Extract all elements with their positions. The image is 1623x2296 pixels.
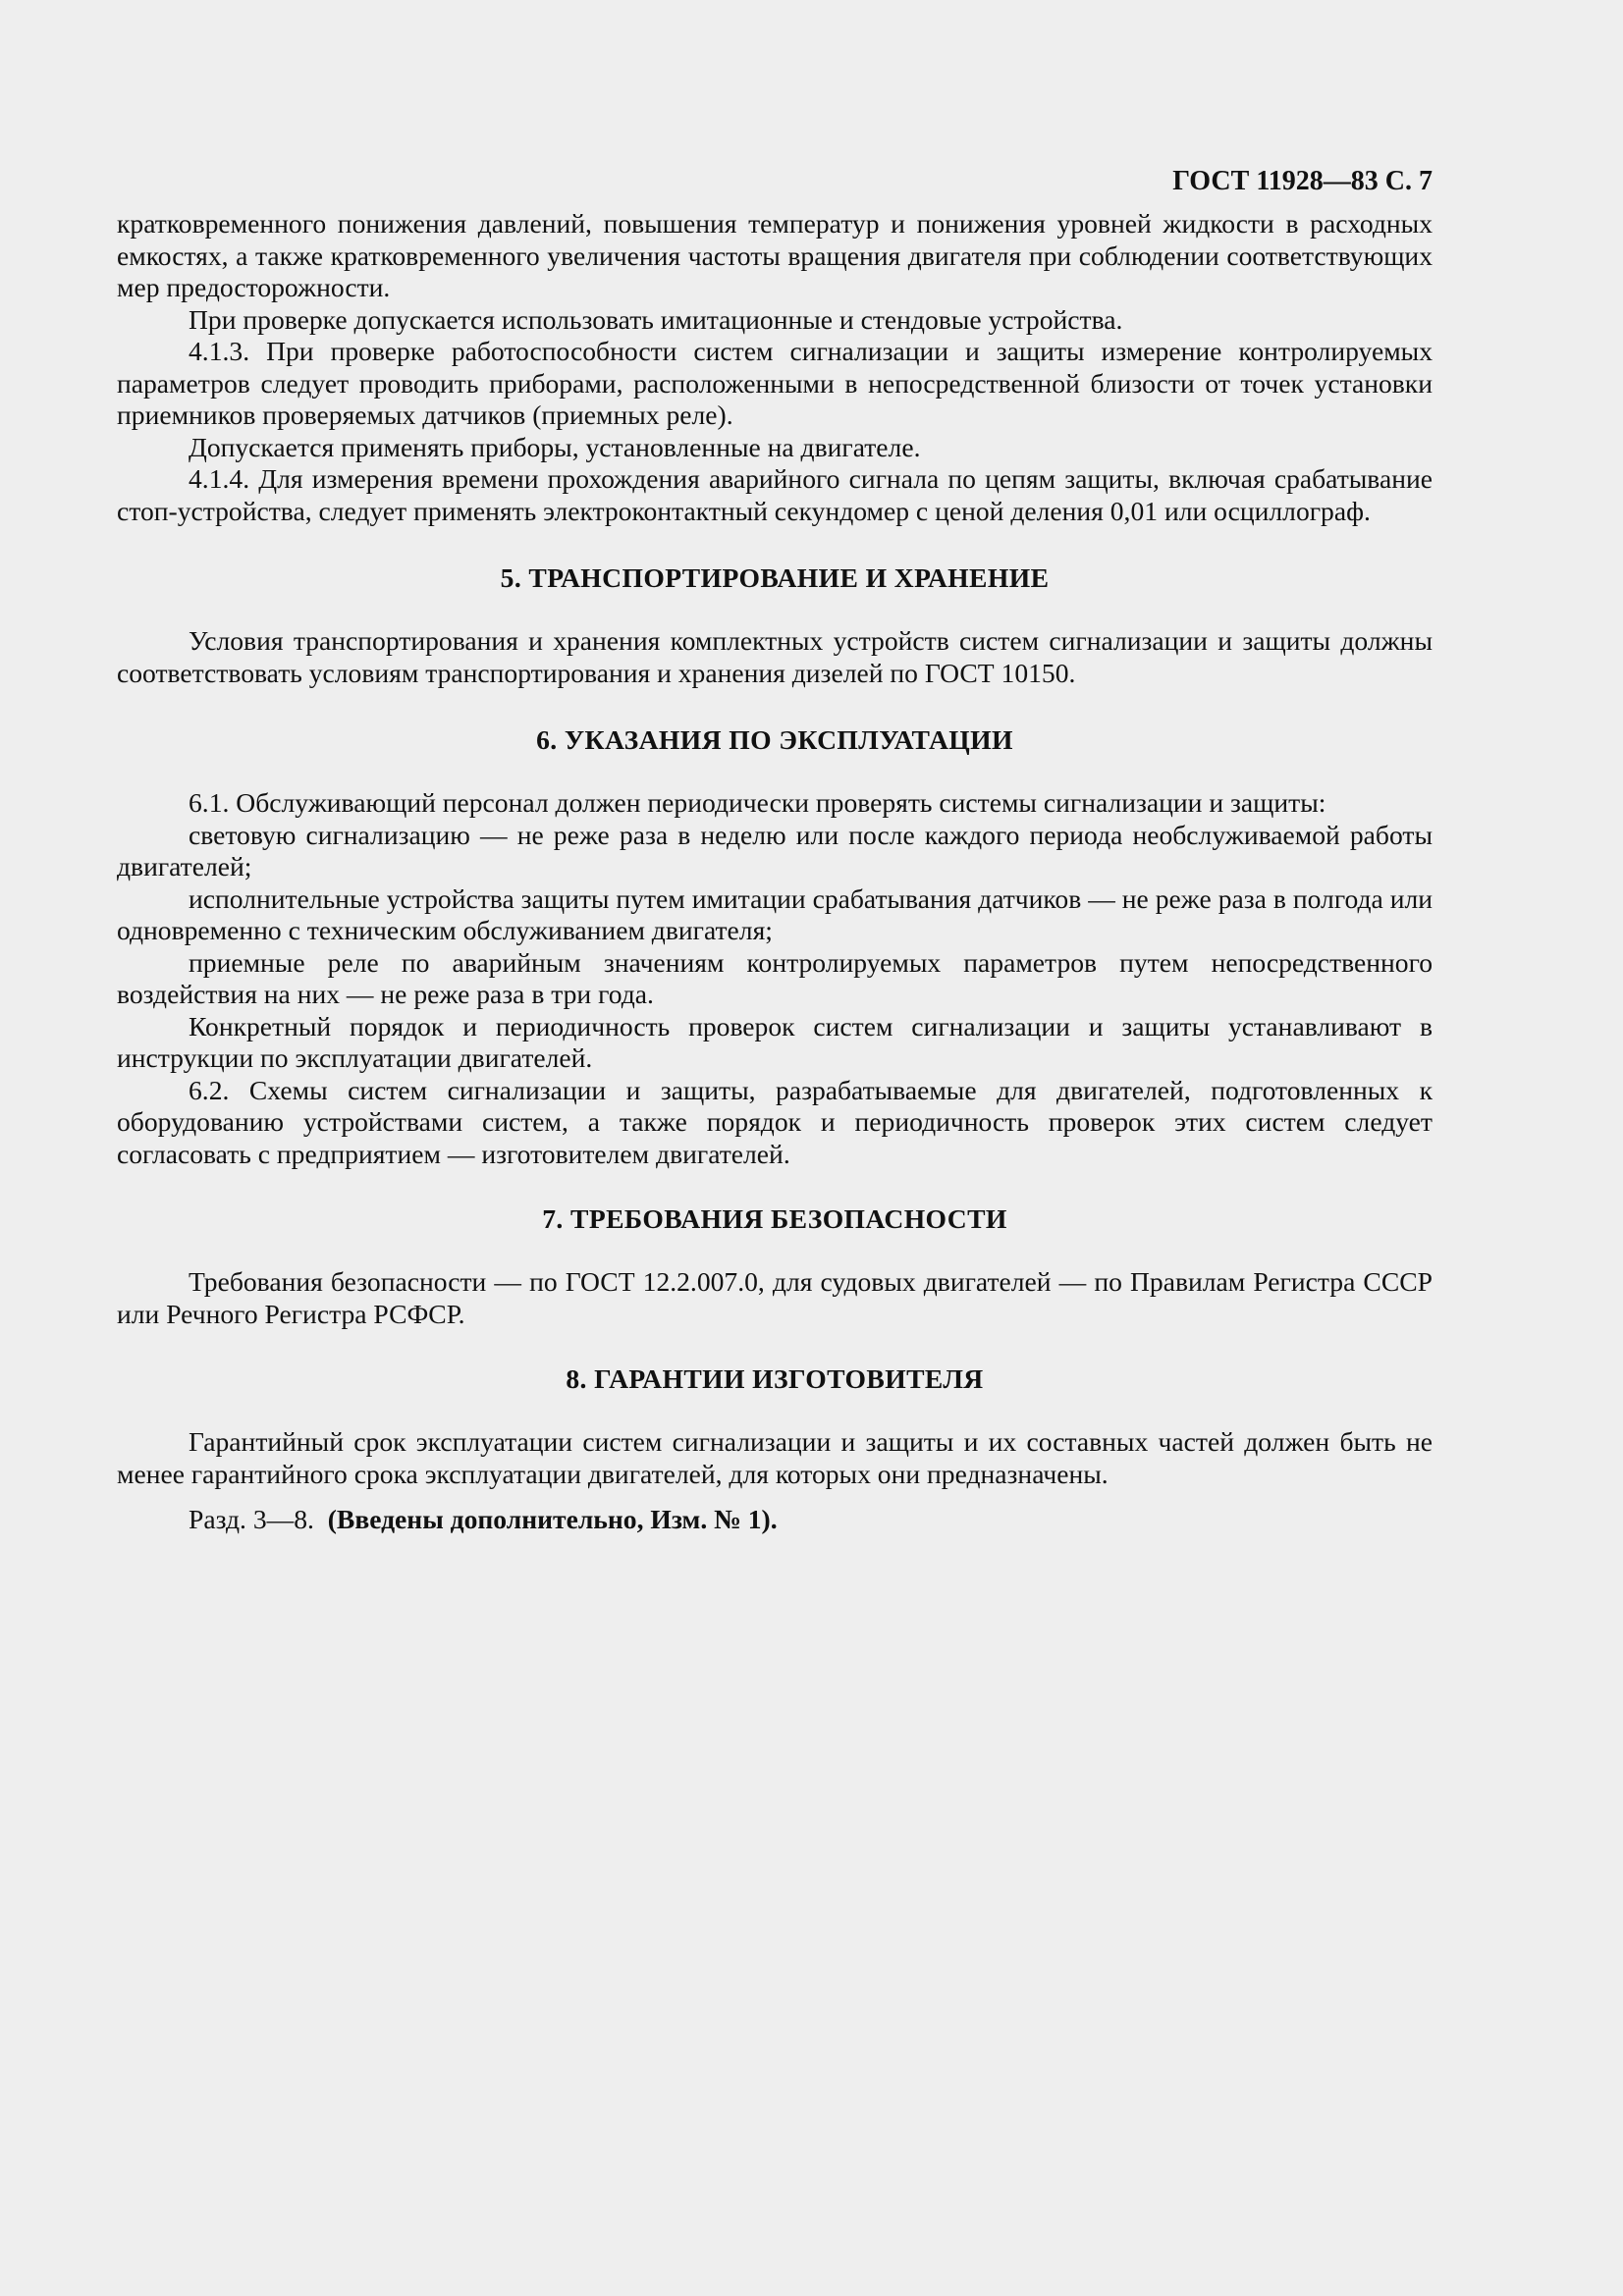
paragraph: 6.2. Схемы систем сигнализации и защиты, разрабатываемые для двигателей, подготовленных к оборудованию устройствами систем, а также порядок и периодичность проверок этих систем следует согласовать с предприятием — изготовителем двигателей. — [117, 1074, 1433, 1169]
section-title: 5. ТРАНСПОРТИРОВАНИЕ И ХРАНЕНИЕ — [500, 562, 1050, 593]
section-title: 7. ТРЕБОВАНИЯ БЕЗОПАСНОСТИ — [542, 1203, 1007, 1234]
paragraph: 4.1.4. Для измерения времени прохождения аварийного сигнала по цепям защиты, включая срабатывание стоп-устройства, следует применять электроконтактный секундомер с ценой деления 0,01 или осциллограф. — [117, 463, 1433, 526]
section-title: 8. ГАРАНТИИ ИЗГОТОВИТЕЛЯ — [566, 1363, 984, 1394]
paragraph: Допускается применять приборы, установленные на двигателе. — [189, 431, 921, 462]
paragraph: исполнительные устройства защиты путем имитации срабатывания датчиков — не реже раза в полгода или одновременно с техническим обслуживанием двигателя; — [117, 882, 1433, 945]
paragraph: Гарантийный срок эксплуатации систем сигнализации и защиты и их составных частей должен быть не менее гарантийного срока эксплуатации двигателей, для которых они предназначены. — [117, 1426, 1433, 1489]
section-title: 6. УКАЗАНИЯ ПО ЭКСПЛУАТАЦИИ — [536, 724, 1013, 755]
page-header: ГОСТ 11928—83 С. 7 — [1172, 166, 1433, 196]
paragraph: Условия транспортирования и хранения комплектных устройств систем сигнализации и защиты должны соответствовать условиям транспортирования и хранения дизелей по ГОСТ 10150. — [117, 625, 1433, 688]
paragraph: кратковременного понижения давлений, повышения температур и понижения уровней жидкости в расходных емкостях, а также кратковременного увеличения частоты вращения двигателя при соблюдении соответствующих мер предосторожности. — [117, 208, 1433, 302]
note-bold: (Введены дополнительно, Изм. № 1). — [327, 1504, 778, 1534]
paragraph: Конкретный порядок и периодичность проверок систем сигнализации и защиты устанавливают в инструкции по эксплуатации двигателей. — [117, 1010, 1433, 1073]
paragraph: Требования безопасности — по ГОСТ 12.2.007.0, для судовых двигателей — по Правилам Регистра СССР или Речного Регистра РСФСР. — [117, 1266, 1433, 1329]
paragraph: 4.1.3. При проверке работоспособности систем сигнализации и защиты измерение контролируемых параметров следует проводить приборами, расположенными в непосредственной близости от точек установки приемников проверяемых датчиков (приемных реле). — [117, 336, 1433, 430]
document-page — [117, 165, 1433, 1536]
amendment-note — [117, 1504, 1433, 1536]
paragraph: 6.1. Обслуживающий персонал должен периодически проверять системы сигнализации и защиты: — [189, 787, 1326, 818]
paragraph: При проверке допускается использовать имитационные и стендовые устройства. — [189, 303, 1123, 335]
note-prefix: Разд. 3—8. — [189, 1504, 314, 1534]
paragraph: световую сигнализацию — не реже раза в неделю или после каждого периода необслуживаемой работы двигателей; — [117, 819, 1433, 881]
paragraph: приемные реле по аварийным значениям контролируемых параметров путем непосредственного воздействия на них — не реже раза в три года. — [117, 946, 1433, 1009]
